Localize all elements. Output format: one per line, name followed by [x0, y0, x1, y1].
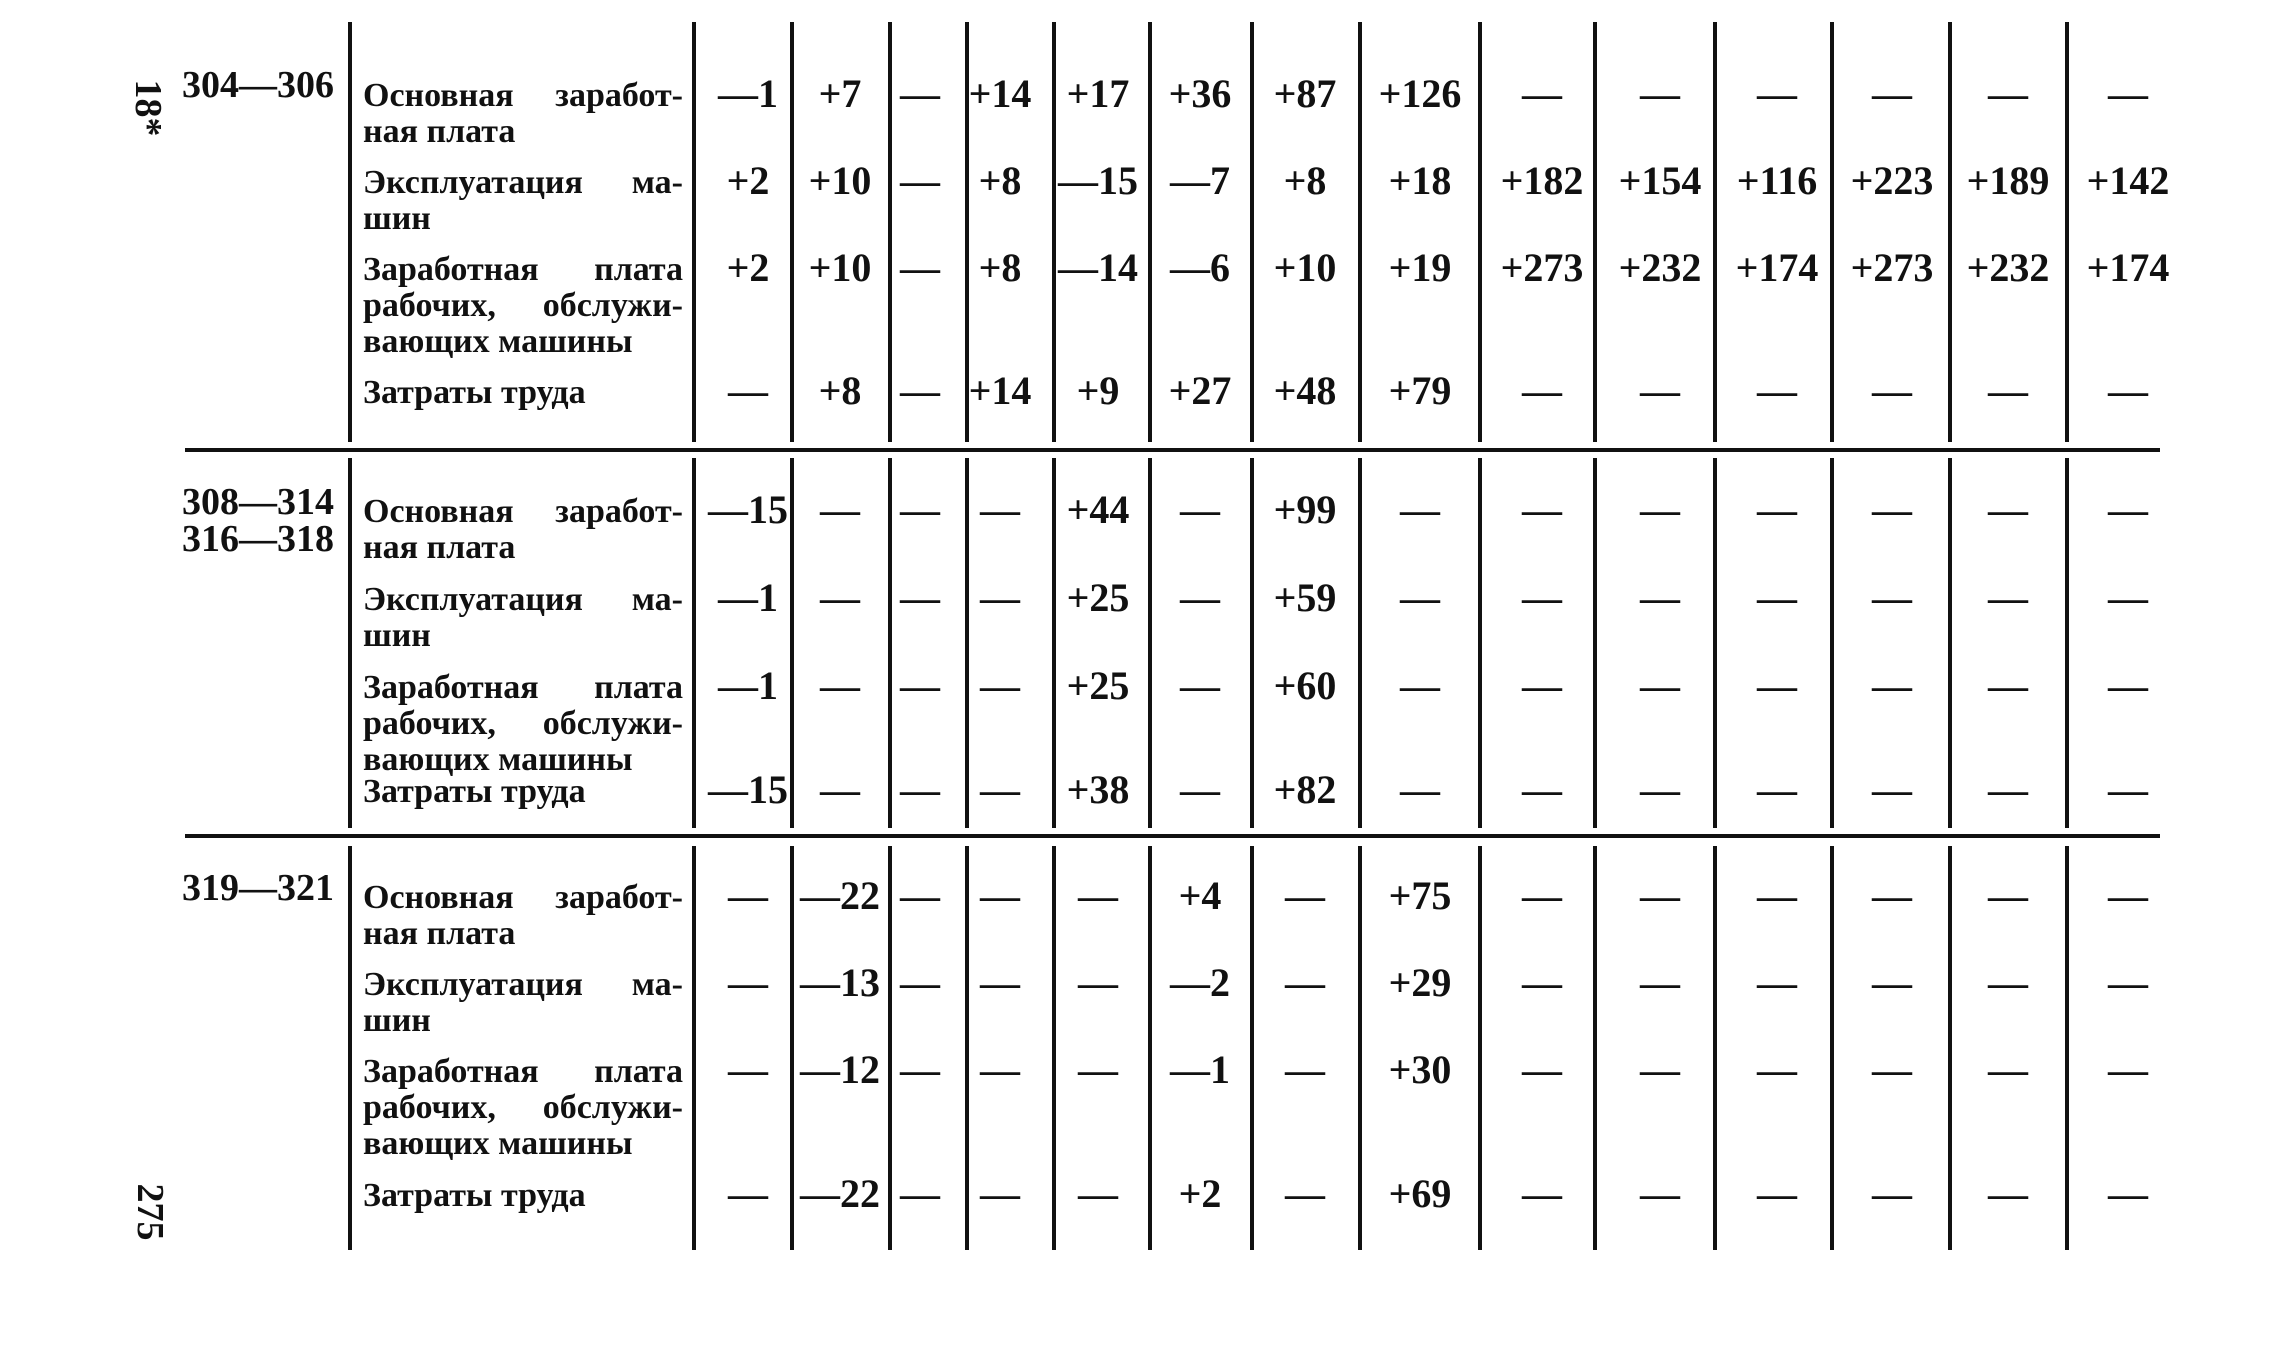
table-cell: +8: [978, 245, 1022, 290]
table-cell: —: [728, 1047, 768, 1092]
table-cell: —: [1640, 960, 1680, 1005]
table-cell: —: [2108, 960, 2148, 1005]
row-label: Эксплуатация ма-шин: [363, 164, 683, 237]
table-cell: —: [1522, 487, 1562, 532]
table-cell: —: [728, 1171, 768, 1216]
table-cell: —: [900, 1047, 940, 1092]
table-cell: —: [900, 71, 940, 116]
table-cell: —: [1872, 1047, 1912, 1092]
table-cell: —: [1400, 487, 1440, 532]
table-cell: +7: [818, 71, 862, 116]
table-cell: —: [1872, 663, 1912, 708]
table-cell: —: [820, 767, 860, 812]
table-cell: —: [980, 873, 1020, 918]
table-cell: —: [1078, 1171, 1118, 1216]
table-cell: —: [1522, 1047, 1562, 1092]
table-cell: —: [1522, 575, 1562, 620]
table-cell: —: [1988, 487, 2028, 532]
table-cell: +27: [1168, 368, 1232, 413]
table-cell: —: [1400, 767, 1440, 812]
table-cell: —: [1988, 767, 2028, 812]
table-cell: +14: [968, 71, 1032, 116]
table-cell: —: [2108, 1171, 2148, 1216]
column-rule: [348, 22, 352, 442]
table-cell: —: [1872, 487, 1912, 532]
row-label: Затраты труда: [363, 773, 586, 810]
table-cell: +36: [1168, 71, 1232, 116]
table-cell: —: [1872, 960, 1912, 1005]
row-label: Заработная плата рабочих, обслужи-вающих машины: [363, 251, 683, 360]
table-cell: +25: [1066, 663, 1130, 708]
table-cell: —: [900, 1171, 940, 1216]
table-cell: +232: [1966, 245, 2050, 290]
table-cell: —15: [1058, 158, 1138, 203]
table-cell: —: [1522, 1171, 1562, 1216]
table-cell: —: [1872, 575, 1912, 620]
table-cell: +182: [1500, 158, 1584, 203]
table-cell: —: [900, 368, 940, 413]
section-ref: 304—306: [182, 64, 334, 106]
table-cell: —: [1640, 1171, 1680, 1216]
table-cell: —: [1180, 487, 1220, 532]
table-cell: +126: [1378, 71, 1462, 116]
table-cell: +79: [1388, 368, 1452, 413]
table-cell: +99: [1273, 487, 1337, 532]
table-cell: —: [1285, 1171, 1325, 1216]
table-cell: —: [1285, 1047, 1325, 1092]
section-ref: 316—318: [182, 518, 334, 560]
table-cell: —: [1988, 575, 2028, 620]
table-cell: +14: [968, 368, 1032, 413]
table-cell: —: [980, 1171, 1020, 1216]
table-cell: —: [1522, 663, 1562, 708]
table-cell: —: [1640, 767, 1680, 812]
table-cell: —: [980, 663, 1020, 708]
table-cell: —: [2108, 663, 2148, 708]
column-rule: [348, 458, 352, 828]
table-cell: —: [980, 1047, 1020, 1092]
table-cell: —: [2108, 368, 2148, 413]
table-cell: +48: [1273, 368, 1337, 413]
table-cell: +142: [2086, 158, 2170, 203]
table-cell: +9: [1076, 368, 1120, 413]
table-cell: —: [1640, 1047, 1680, 1092]
table-cell: —: [820, 487, 860, 532]
row-label: Основная заработ-ная плата: [363, 879, 683, 952]
table-cell: —: [1640, 487, 1680, 532]
section-divider: [185, 448, 2160, 452]
table-cell: +29: [1388, 960, 1452, 1005]
table-cell: —: [1522, 71, 1562, 116]
table-cell: +19: [1388, 245, 1452, 290]
table-cell: —: [1640, 71, 1680, 116]
table-cell: —: [980, 960, 1020, 1005]
table-cell: —: [1180, 767, 1220, 812]
table-cell: —: [1988, 663, 2028, 708]
table-cell: —1: [718, 71, 778, 116]
table-cell: —22: [800, 873, 880, 918]
table-cell: —15: [708, 767, 788, 812]
table-cell: —: [1757, 663, 1797, 708]
table-cell: +87: [1273, 71, 1337, 116]
page-marker-top: 18*: [127, 79, 169, 137]
table-cell: +116: [1736, 158, 1818, 203]
table-cell: —: [1757, 487, 1797, 532]
table-cell: —: [1988, 1047, 2028, 1092]
table-cell: —: [1757, 71, 1797, 116]
table-cell: —: [980, 487, 1020, 532]
row-label: Основная заработ-ная плата: [363, 493, 683, 566]
table-cell: —: [1078, 873, 1118, 918]
row-label: Основная заработ-ная плата: [363, 77, 683, 150]
table-cell: +30: [1388, 1047, 1452, 1092]
row-label: Затраты труда: [363, 374, 586, 411]
table-cell: —: [1180, 663, 1220, 708]
table-cell: —: [1640, 873, 1680, 918]
row-label: Заработная плата рабочих, обслужи-вающих машины: [363, 669, 683, 778]
table-cell: —: [1400, 575, 1440, 620]
table-cell: —1: [718, 575, 778, 620]
table-cell: —: [900, 873, 940, 918]
table-cell: —: [1285, 960, 1325, 1005]
table-cell: —: [1522, 960, 1562, 1005]
row-label: Затраты труда: [363, 1177, 586, 1214]
table-cell: —: [1400, 663, 1440, 708]
table-cell: +75: [1388, 873, 1452, 918]
table-cell: —: [2108, 873, 2148, 918]
table-cell: +8: [978, 158, 1022, 203]
table-cell: —: [980, 767, 1020, 812]
table-cell: —: [980, 575, 1020, 620]
table-cell: —2: [1170, 960, 1230, 1005]
table-cell: —: [900, 663, 940, 708]
table-cell: —: [1872, 1171, 1912, 1216]
table-cell: —6: [1170, 245, 1230, 290]
row-label: Эксплуатация ма-шин: [363, 966, 683, 1039]
table-cell: +4: [1178, 873, 1222, 918]
table-cell: +189: [1966, 158, 2050, 203]
table-cell: —: [1872, 767, 1912, 812]
table-cell: +18: [1388, 158, 1452, 203]
table-cell: —: [1757, 1171, 1797, 1216]
table-cell: —: [900, 487, 940, 532]
table-cell: +69: [1388, 1171, 1452, 1216]
table-cell: —12: [800, 1047, 880, 1092]
table-cell: +10: [1273, 245, 1337, 290]
table-cell: +154: [1618, 158, 1702, 203]
table-cell: —: [1522, 368, 1562, 413]
table-cell: —: [900, 245, 940, 290]
table-cell: +223: [1850, 158, 1934, 203]
table-cell: —: [1180, 575, 1220, 620]
page-number: 275: [129, 1183, 171, 1241]
table-cell: —: [1640, 575, 1680, 620]
table-cell: +17: [1066, 71, 1130, 116]
table-cell: +60: [1273, 663, 1337, 708]
table-cell: +273: [1500, 245, 1584, 290]
table-cell: +10: [808, 158, 872, 203]
table-cell: —1: [1170, 1047, 1230, 1092]
table-cell: —: [1872, 873, 1912, 918]
table-cell: +44: [1066, 487, 1130, 532]
table-cell: —: [1285, 873, 1325, 918]
table-cell: —: [900, 960, 940, 1005]
table-cell: —: [900, 767, 940, 812]
table-cell: —: [1640, 368, 1680, 413]
table-cell: +273: [1850, 245, 1934, 290]
table-cell: —: [1872, 71, 1912, 116]
table-cell: —: [1872, 368, 1912, 413]
table-cell: —: [2108, 71, 2148, 116]
table-cell: —: [2108, 1047, 2148, 1092]
table-cell: —: [2108, 767, 2148, 812]
table-cell: —: [900, 158, 940, 203]
column-rule: [348, 846, 352, 1250]
table-cell: —: [1988, 368, 2028, 413]
table-cell: —: [1988, 960, 2028, 1005]
table-cell: —: [1640, 663, 1680, 708]
table-cell: —: [1522, 873, 1562, 918]
table-cell: —14: [1058, 245, 1138, 290]
table-cell: —: [900, 575, 940, 620]
table-cell: —: [1757, 767, 1797, 812]
table-cell: —: [1988, 71, 2028, 116]
table-cell: —: [2108, 487, 2148, 532]
table-cell: +10: [808, 245, 872, 290]
table-cell: +25: [1066, 575, 1130, 620]
table-cell: +2: [726, 158, 770, 203]
table-cell: —: [728, 368, 768, 413]
table-cell: +174: [1735, 245, 1819, 290]
table-cell: +2: [726, 245, 770, 290]
table-cell: —: [1757, 368, 1797, 413]
table-cell: —: [1757, 960, 1797, 1005]
table-cell: +82: [1273, 767, 1337, 812]
table-cell: —13: [800, 960, 880, 1005]
table-cell: +174: [2086, 245, 2170, 290]
table-cell: —15: [708, 487, 788, 532]
table-cell: +8: [1283, 158, 1327, 203]
table-cell: —: [2108, 575, 2148, 620]
row-label: Эксплуатация ма-шин: [363, 581, 683, 654]
table-cell: —: [820, 575, 860, 620]
section-ref: 319—321: [182, 867, 334, 909]
table-cell: —22: [800, 1171, 880, 1216]
section-divider: [185, 834, 2160, 838]
table-cell: —1: [718, 663, 778, 708]
table-cell: +2: [1178, 1171, 1222, 1216]
table-cell: —: [1078, 1047, 1118, 1092]
row-label: Заработная плата рабочих, обслужи-вающих машины: [363, 1053, 683, 1162]
table-cell: +8: [818, 368, 862, 413]
table-cell: —: [728, 873, 768, 918]
table-cell: —: [1988, 873, 2028, 918]
section-ref: 308—314: [182, 481, 334, 523]
table-cell: +59: [1273, 575, 1337, 620]
table-cell: —: [820, 663, 860, 708]
table-cell: —: [1522, 767, 1562, 812]
table-cell: +232: [1618, 245, 1702, 290]
table-cell: —: [1988, 1171, 2028, 1216]
table-cell: —: [1757, 575, 1797, 620]
table-cell: +38: [1066, 767, 1130, 812]
table-cell: —: [728, 960, 768, 1005]
table-cell: —: [1757, 1047, 1797, 1092]
table-cell: —: [1078, 960, 1118, 1005]
table-cell: —: [1757, 873, 1797, 918]
table-cell: —7: [1170, 158, 1230, 203]
